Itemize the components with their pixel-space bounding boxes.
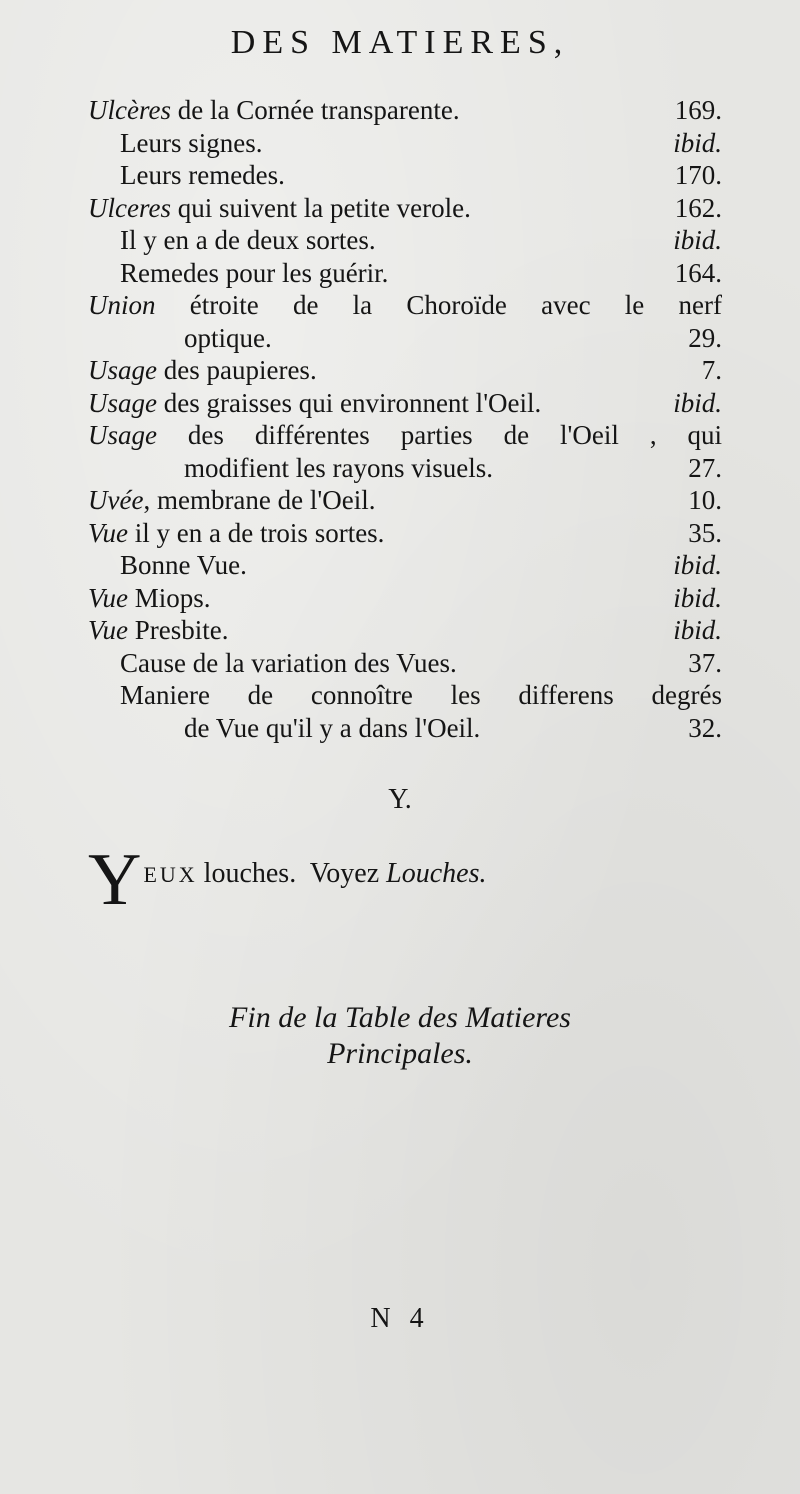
entry-page: 35. — [688, 517, 722, 548]
index-entry — [88, 549, 722, 582]
index-entry — [88, 354, 722, 387]
cross-reference: Louches. — [386, 858, 487, 889]
entry-text: étroite de la Choroïde avec le nerf — [155, 290, 722, 320]
closing-line-1: Fin de la Table des Matieres — [229, 1001, 571, 1034]
entry-text: Presbite. — [127, 615, 229, 645]
entry-page: 27. — [688, 452, 722, 483]
entry-continuation: de Vue qu'il y a dans l'Oeil. — [184, 712, 481, 743]
closing-note — [0, 1000, 800, 1072]
index-entry — [88, 582, 722, 615]
entry-text: Miops. — [127, 582, 211, 613]
index-entry — [88, 484, 722, 517]
entry-text: Il y en a de deux sortes. — [120, 225, 376, 255]
entry-head: Union — [88, 290, 156, 320]
index-entry — [88, 257, 722, 290]
entry-page: 162. — [674, 192, 722, 223]
entry-page: ibid. — [673, 387, 722, 418]
entry-page: 164. — [674, 257, 722, 288]
entry-continuation: optique. — [184, 322, 272, 353]
entry-page: ibid. — [673, 582, 722, 613]
entry-text: , membrane de l'Oeil. — [143, 485, 376, 515]
index-entries — [88, 94, 722, 744]
page-header: DES MATIERES, — [230, 24, 570, 61]
index-entry — [88, 94, 722, 127]
entry-text: des paupieres. — [157, 355, 317, 385]
index-entry — [88, 419, 722, 484]
entry-page: 170. — [674, 160, 722, 190]
entry-page: 37. — [688, 647, 722, 678]
yeux-entry — [88, 839, 487, 921]
signature-mark: N 4 — [370, 1303, 430, 1334]
entry-head: Usage — [88, 420, 157, 450]
entry-text: louches. Voyez — [203, 858, 387, 889]
entry-text: qui suivent la petite verole. — [170, 192, 471, 223]
entry-text: Leurs signes. — [120, 127, 263, 158]
entry-text: de la Cornée transparente. — [170, 95, 460, 125]
entry-head: Vue — [88, 517, 128, 548]
index-entry — [88, 289, 722, 354]
entry-text: il y en a de trois sortes. — [127, 517, 385, 548]
entry-head: Vue — [88, 615, 128, 645]
entry-page: 169. — [674, 95, 722, 125]
index-entry — [88, 127, 722, 160]
index-entry — [88, 517, 722, 550]
entry-page: 7. — [701, 355, 722, 385]
entry-text: Bonne Vue. — [120, 550, 247, 580]
entry-text: Maniere de connoître les differens degrés — [120, 680, 722, 710]
entry-continuation: modifient les rayons visuels. — [184, 452, 493, 483]
entry-text: Remedes pour les guérir. — [120, 257, 389, 288]
entry-text: des différentes parties de l'Oeil , qui — [157, 420, 722, 450]
small-caps: EUX — [143, 862, 198, 887]
entry-head: Usage — [88, 355, 157, 385]
entry-head: Usage — [88, 387, 157, 418]
index-entry — [88, 159, 722, 192]
entry-head: Vue — [88, 582, 128, 613]
entry-page: 32. — [688, 712, 722, 743]
index-entry — [88, 387, 722, 420]
index-entry — [88, 192, 722, 225]
entry-page: ibid. — [673, 615, 722, 645]
entry-head: Uvée — [88, 485, 144, 515]
section-letter: Y. — [388, 784, 412, 815]
entry-text: Cause de la variation des Vues. — [120, 647, 457, 678]
index-entry — [88, 647, 722, 680]
entry-head: Ulceres — [88, 192, 171, 223]
entry-page: ibid. — [673, 225, 722, 255]
entry-page: 29. — [688, 322, 722, 353]
drop-cap: Y — [88, 839, 142, 921]
closing-line-2: Principales. — [327, 1037, 473, 1070]
entry-text: Leurs remedes. — [120, 160, 285, 190]
entry-text: des graisses qui environnent l'Oeil. — [157, 387, 542, 418]
index-entry — [88, 614, 722, 647]
index-entry — [88, 679, 722, 744]
entry-page: ibid. — [673, 127, 722, 158]
index-entry — [88, 224, 722, 257]
entry-page: 10. — [688, 485, 722, 515]
entry-page: ibid. — [673, 550, 722, 580]
entry-head: Ulcères — [88, 95, 171, 125]
